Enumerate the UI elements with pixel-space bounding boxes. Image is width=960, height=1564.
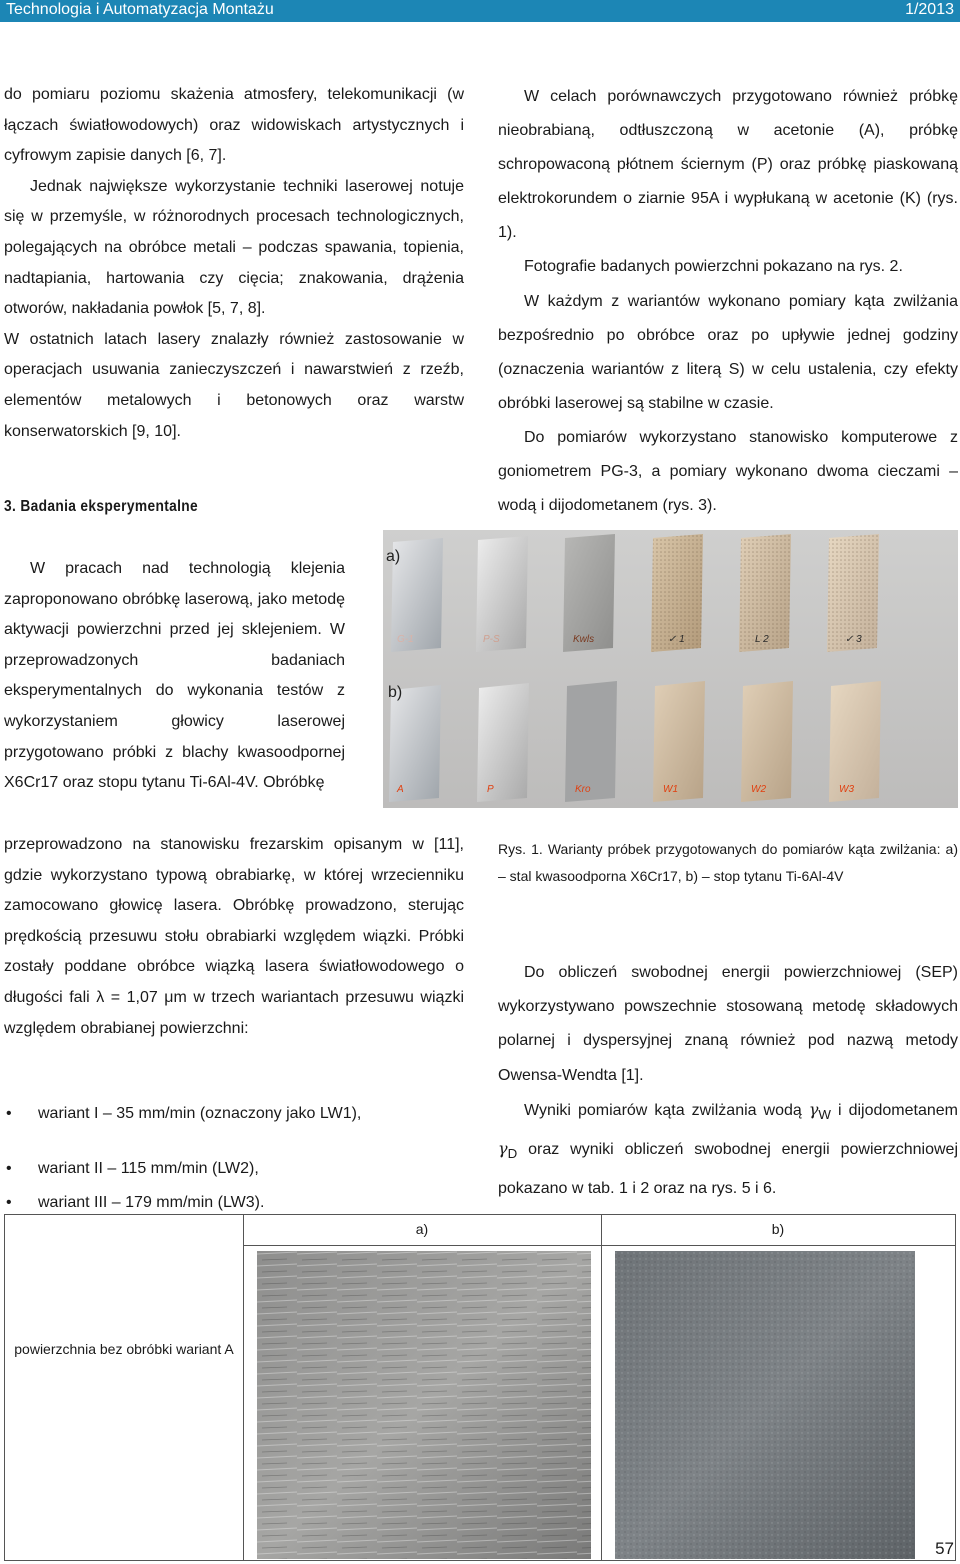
photo-label-b: b) xyxy=(388,684,403,701)
text-fragment: oraz wyniki obliczeń swobodnej energii powierzchniowej pokazano w tab. 1 i 2 oraz na rys. 5 i 6. xyxy=(498,1141,958,1197)
right-column-bottom xyxy=(498,956,958,1206)
list-item: • wariant I – 35 mm/min (oznaczony jako LW1), xyxy=(4,1100,474,1128)
page-number: 57 xyxy=(935,1539,954,1558)
strip-mark: W3 xyxy=(839,784,854,795)
subscript-w: W xyxy=(818,1107,831,1122)
text-fragment: i dijodometanem xyxy=(838,1101,959,1119)
right-column-top xyxy=(498,80,958,523)
paragraph: do pomiaru poziomu skażenia atmosfery, telekomunikacji (w łączach światłowodowych) oraz widowiskach artystycznych i cyfrowym zapisie danych [6, 7]. xyxy=(4,86,464,165)
photo-label-a: a) xyxy=(386,548,401,565)
gamma-symbol: γ xyxy=(808,1099,819,1119)
table-header-a: a) xyxy=(415,1221,429,1237)
subscript-d: D xyxy=(507,1146,518,1162)
variant-list xyxy=(4,1100,474,1217)
paragraph: Jednak największe wykorzystanie techniki laserowej notuje się w przemyśle, w różnorodnych procesach technologicznych, polegających na obróbce metali – podczas spawania, topienia, nadtapiania, hartowania czy cięcia; znakowania, drążenia otworów, nakładania powłok [5, 7, 8]. xyxy=(4,177,464,318)
sample-strips-photo xyxy=(383,530,958,808)
table-divider xyxy=(243,1245,955,1246)
issue-number: 1/2013 xyxy=(905,1,954,18)
list-item: • wariant II – 115 mm/min (LW2), xyxy=(4,1155,474,1183)
caption-text: Rys. 1. Warianty próbek przygotowanych do pomiarów kąta zwilżania: a) – stal kwasoodporna X6Cr17, b) – stop tytanu Ti-6Al-4V xyxy=(498,841,958,884)
strip-mark: ✓ 3 xyxy=(845,634,862,645)
surface-photo-a xyxy=(257,1251,591,1559)
figure-1-photo xyxy=(383,530,958,808)
left-column-top xyxy=(4,80,464,447)
paragraph: przeprowadzono na stanowisku frezarskim opisanym w [11], gdzie wykorzystano typową obrabiarkę, w której wrzecienniku zamocowano głowicę lasera. Obróbkę prowadzono, sterując prędkością przesuwu stołu obrabiarki względem wiązki. Próbki zostały poddane obróbce wiązką lasera światłowodowego o długości fali λ = 1,07 μm w trzech wariantach przesuwu wiązki względem obrabianej powierzchni: xyxy=(4,836,464,1037)
paragraph: W pracach nad technologią klejenia zaproponowano obróbkę laserową, jako metodę aktywacji powierzchni przed jej sklejeniem. W przeprowadzonych badaniach eksperymentalnych do wykonania testów z wykorzystaniem głowicy laserowej przygotowano próbki z blachy kwasoodpornej X6Cr17 oraz stopu tytanu Ti-6Al-4V. Obróbkę xyxy=(4,560,345,792)
table-row-label: powierzchnia bez obróbki wariant A xyxy=(14,1341,234,1357)
paragraph: Do obliczeń swobodnej energii powierzchniowej (SEP) wykorzystywano powszechnie stosowaną metodę składowych polarnej i dyspersyjnej znaną również pod nazwą metody Owensa-Wendta [1]. xyxy=(498,964,958,1084)
paragraph: W ostatnich latach lasery znalazły również zastosowanie w operacjach usuwania zanieczyszczeń i nawarstwień z rzeźb, elementów metalowych i betonowych oraz warstw konserwatorskich [9, 10]. xyxy=(4,330,464,440)
table-header-b: b) xyxy=(771,1221,785,1237)
strip-mark: A xyxy=(397,784,404,795)
paragraph: W każdym z wariantów wykonano pomiary kąta zwilżania bezpośrednio po obróbce oraz po upływie jednej godziny (oznaczenia wariantów z literą S) w celu ustalenia, czy efekty obróbki laserowej są stabilne w czasie. xyxy=(498,292,958,412)
table-divider xyxy=(243,1215,244,1560)
section-heading: 3. Badania eksperymentalne xyxy=(4,498,199,515)
list-item: • wariant III – 179 mm/min (LW3). xyxy=(4,1189,474,1217)
paragraph: Do pomiarów wykorzystano stanowisko komputerowe z goniometrem PG-3, a pomiary wykonano dwoma cieczami – wodą i dijodometanem (rys. 3). xyxy=(498,428,958,515)
strip-mark: W2 xyxy=(751,784,766,795)
strip-mark: Kro xyxy=(575,784,591,795)
left-column-narrow xyxy=(4,554,345,799)
strip-mark: L 2 xyxy=(755,634,769,645)
text-fragment: Wyniki pomiarów kąta zwilżania wodą xyxy=(524,1101,802,1119)
left-column-wide xyxy=(4,830,464,1044)
paragraph: Fotografie badanych powierzchni pokazano na rys. 2. xyxy=(524,258,903,276)
journal-title: Technologia i Automatyzacja Montażu xyxy=(6,1,274,18)
strip-mark: P-S xyxy=(483,634,500,645)
surface-photo-b xyxy=(615,1251,915,1559)
strip-mark: W1 xyxy=(663,784,678,795)
paragraph xyxy=(498,1093,958,1206)
strip-mark: P xyxy=(487,784,494,795)
figure-1-caption xyxy=(498,836,958,890)
gamma-symbol: γ xyxy=(498,1139,508,1159)
strip-mark: ✓ 1 xyxy=(668,634,685,645)
strip-mark: Kwls xyxy=(573,634,595,645)
surface-table xyxy=(4,1214,956,1561)
paragraph: W celach porównawczych przygotowano również próbkę nieobrabianą, odtłuszczoną w acetonie (A), próbkę schropowaconą płótnem ściernym (P) oraz próbkę piaskowaną elektrokorundem o ziarnie 95A i wypłukaną w acetonie (K) (rys. 1). xyxy=(498,88,958,242)
table-divider xyxy=(601,1215,602,1560)
strip-mark: G-1 xyxy=(397,634,414,645)
journal-header xyxy=(0,0,960,22)
